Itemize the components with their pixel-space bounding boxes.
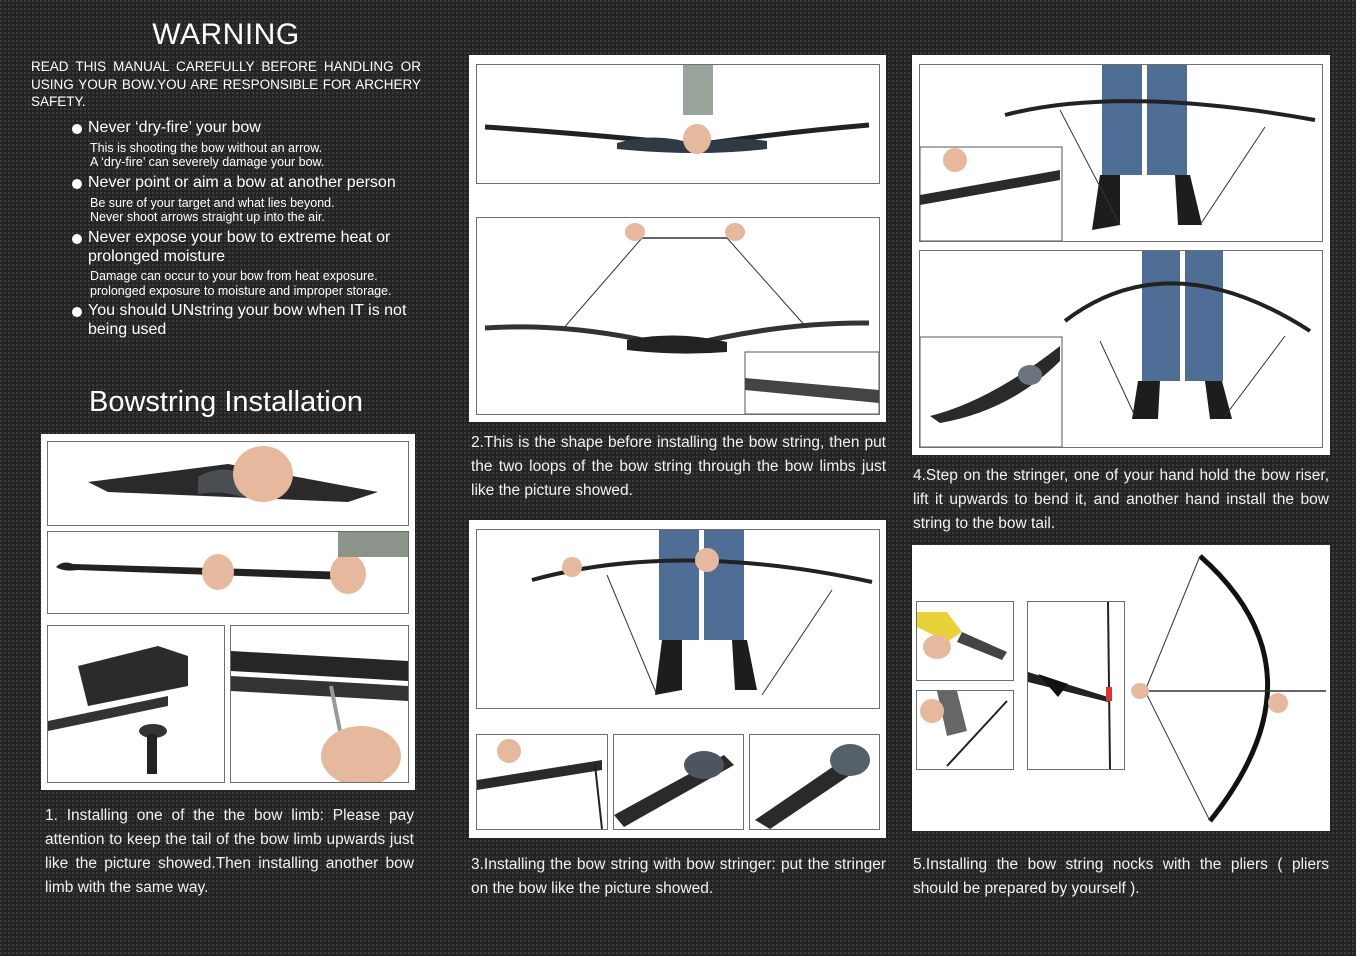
strung-tail-photo — [919, 250, 1323, 448]
warning-item-heading: Never point or aim a bow at another person — [72, 174, 417, 193]
warning-item-heading: Never expose your bow to extreme heat or prolonged moisture — [72, 229, 417, 266]
warning-item-heading: You should UNstring your bow when IT is not being used — [72, 302, 417, 339]
stringer-detail-3 — [749, 734, 880, 830]
warning-item-unstring — [72, 302, 417, 339]
install-title: Bowstring Installation — [88, 386, 364, 418]
step1-caption: 1. Installing one of the the bow limb: Please pay attention to keep the tail of the bow limb upwards just like the picture showed.Then installing another bow limb with the same way. — [45, 807, 414, 896]
warning-item-detail: Be sure of your target and what lies beyond. — [90, 195, 335, 210]
unstrung-bow-photo — [476, 64, 880, 184]
step5-photo-panel — [912, 545, 1330, 831]
warning-item-detail: A ‘dry-fire’ can severely damage your bow. — [90, 155, 325, 169]
string-loops-photo — [476, 217, 880, 415]
drawn-bow-photo — [1130, 551, 1326, 827]
stringer-detail-2 — [613, 734, 744, 830]
warning-item-dry-fire — [72, 119, 417, 170]
step2-photo-panel — [469, 55, 886, 422]
limb-photo — [47, 531, 409, 614]
bending-bow-photo — [919, 64, 1323, 242]
warning-item-aim — [72, 174, 417, 225]
warning-item-detail: prolonged exposure to moisture and improper storage. — [90, 283, 392, 298]
warning-item-heat — [72, 229, 417, 298]
stringer-standing-photo — [476, 529, 880, 709]
riser-photo — [47, 441, 409, 526]
warning-item-detail: This is shooting the bow without an arrow. — [90, 140, 323, 155]
pliers-photo-1 — [916, 601, 1014, 681]
limb-bolt-photo — [47, 625, 225, 783]
pliers-photo-2 — [916, 690, 1014, 770]
step2-caption: 2.This is the shape before installing the bow string, then put the two loops of the bow string through the bow limbs just like the picture showed. — [471, 434, 886, 499]
warning-item-heading: Never ‘dry-fire’ your bow — [72, 119, 417, 138]
stringer-detail-1 — [476, 734, 608, 830]
warning-item-detail: Never shoot arrows straight up into the air. — [90, 210, 325, 224]
step4-caption: 4.Step on the stringer, one of your hand hold the bow riser, lift it upwards to bend it, and another hand install the bow string to the bow tail. — [913, 467, 1329, 532]
step4-photo-panel — [912, 55, 1330, 455]
warning-intro: READ THIS MANUAL CAREFULLY BEFORE HANDLING OR USING YOUR BOW.YOU ARE RESPONSIBLE FOR ARCHERY SAFETY. — [31, 59, 421, 109]
warning-title: WARNING — [152, 18, 300, 51]
step1-photo-panel — [41, 434, 415, 790]
step3-photo-panel — [469, 520, 886, 838]
nock-arrow-photo — [1027, 601, 1125, 770]
step3-caption: 3.Installing the bow string with bow stringer: put the stringer on the bow like the picture showed. — [471, 856, 886, 897]
hex-key-photo — [230, 625, 409, 783]
step5-caption: 5.Installing the bow string nocks with the pliers ( pliers should be prepared by yourself ). — [913, 856, 1329, 897]
warning-item-detail: Damage can occur to your bow from heat exposure. — [90, 269, 378, 283]
